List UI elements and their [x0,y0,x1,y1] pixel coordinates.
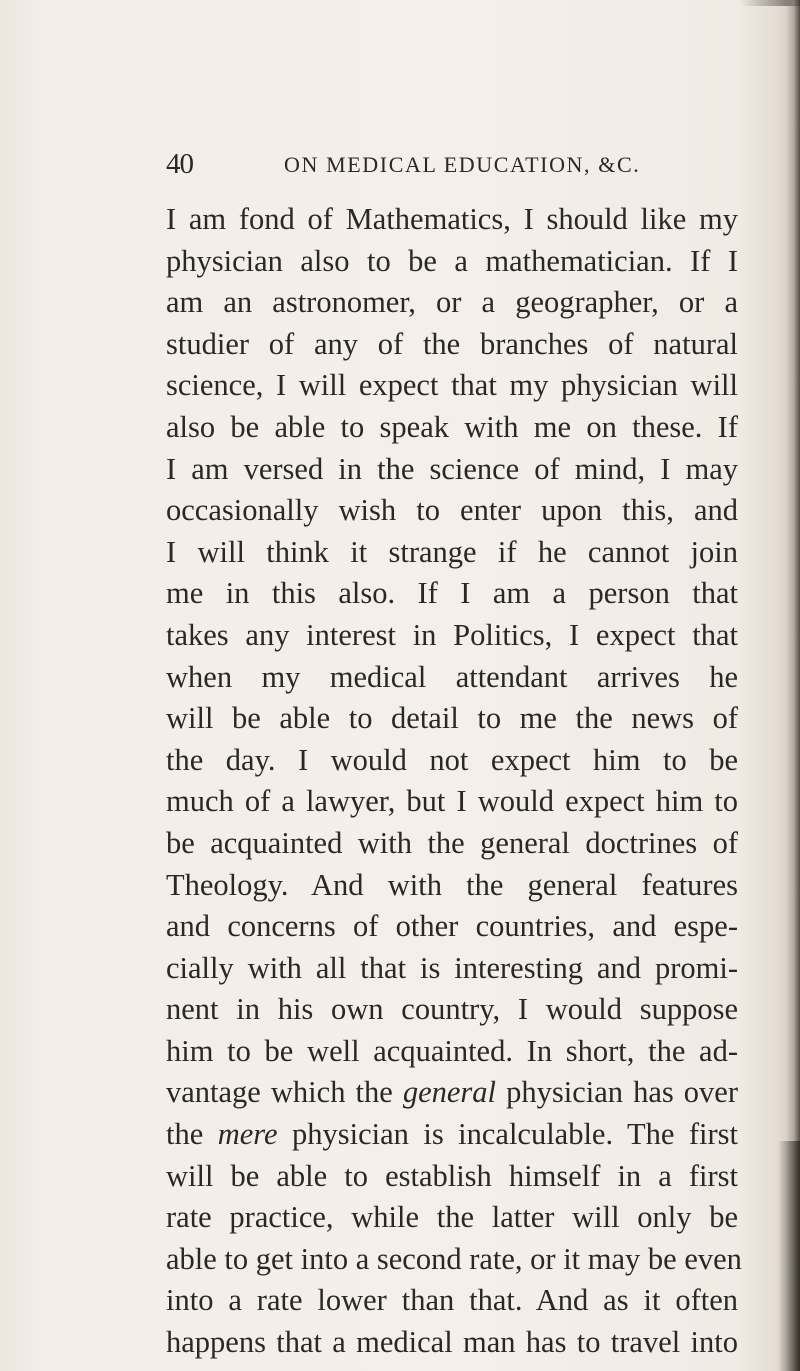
body-text [166,199,742,1364]
text-line: also be able to speak with me on these. If [166,409,738,444]
text-line: physician also to be a mathematician. If I [166,243,738,278]
text-line: be acquainted with the general doctrines of [166,825,738,860]
text-line: able to get into a second rate, or it may be even [166,1241,742,1276]
emphasis-mere: mere [217,1117,278,1152]
text-line: into a rate lower than that. And as it often [166,1283,738,1318]
text-segment: the [166,1117,218,1152]
text-line: nent in his own country, I would suppose [166,992,738,1027]
text-line-with-emphasis [166,1072,738,1114]
text-segment: vantage which the [166,1075,403,1110]
text-line: I am fond of Mathematics, I should like my [166,202,738,236]
text-line: I am versed in the science of mind, I may [166,451,738,486]
text-line-with-emphasis [166,1114,738,1156]
text-line: I will think it strange if he cannot join [166,534,738,569]
text-line: will be able to establish himself in a first [166,1158,738,1193]
text-line: cially with all that is interesting and promi- [166,950,738,985]
text-line: occasionally wish to enter upon this, and [166,493,738,528]
text-segment: physician has over [496,1075,738,1110]
text-line: me in this also. If I am a person that [166,576,738,611]
emphasis-general: general [402,1075,497,1110]
text-line: and concerns of other countries, and espe- [166,909,738,944]
text-line: much of a lawyer, but I would expect him to [166,784,738,819]
text-segment: physician is incalculable. The first [277,1117,738,1152]
text-line: the day. I would not expect him to be [166,742,738,777]
text-line: will be able to detail to me the news of [166,701,738,736]
page-number: 40 [166,148,193,180]
text-line: rate practice, while the latter will only be [166,1200,738,1235]
page-edge-shadow-bottom [778,1141,800,1371]
running-head-title: ON MEDICAL EDUCATION, &C. [284,152,641,177]
text-line: when my medical attendant arrives he [166,659,738,694]
text-line: am an astronomer, or a geographer, or a [166,285,738,320]
text-line: Theology. And with the general features [166,867,738,902]
text-line: studier of any of the branches of natural [166,326,738,361]
text-line: science, I will expect that my physician will [166,368,738,403]
text-line: happens that a medical man has to travel into [166,1325,738,1360]
text-line: him to be well acquainted. In short, the ad- [166,1033,738,1068]
running-head [166,148,726,188]
text-line: takes any interest in Politics, I expect that [166,617,738,652]
